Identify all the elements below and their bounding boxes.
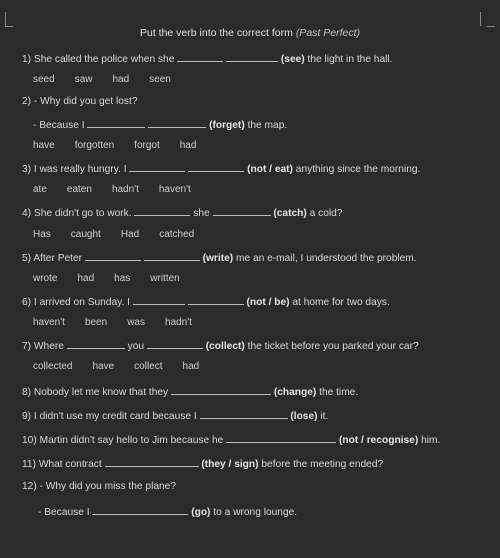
crop-corner-top-left <box>5 12 20 26</box>
question-12 <box>22 481 176 492</box>
q-text: you <box>127 341 145 352</box>
options-6 <box>33 317 212 328</box>
answer-blank[interactable] <box>171 385 271 395</box>
options-2 <box>33 140 216 151</box>
q-text: a cold? <box>309 208 343 219</box>
option[interactable]: collected <box>33 361 73 372</box>
verb-hint: (they / sign) <box>201 459 259 470</box>
q-num: 10) <box>22 435 37 446</box>
q-num: 3) <box>22 164 32 175</box>
q-text: - Because I <box>33 120 85 131</box>
option[interactable]: catched <box>159 229 195 240</box>
verb-hint: (forget) <box>209 120 245 131</box>
answer-blank[interactable] <box>200 409 288 419</box>
q-text: the ticket before you parked your car? <box>247 341 419 352</box>
question-6 <box>22 295 390 308</box>
question-2-answer <box>33 118 287 131</box>
verb-hint: (write) <box>202 253 234 264</box>
worksheet-title <box>0 27 500 39</box>
verb-hint: (see) <box>280 54 305 65</box>
option[interactable]: saw <box>74 74 93 85</box>
answer-blank[interactable] <box>226 52 278 62</box>
question-7 <box>22 339 419 352</box>
verb-hint: (collect) <box>205 341 245 352</box>
option[interactable]: caught <box>70 229 101 240</box>
answer-blank[interactable] <box>177 52 223 62</box>
option[interactable]: hadn't <box>164 317 192 328</box>
option[interactable]: has <box>114 273 131 284</box>
q-text: she <box>193 208 210 219</box>
q-num: 11) <box>22 459 36 470</box>
option[interactable]: forgot <box>134 140 160 151</box>
option[interactable]: had <box>179 140 197 151</box>
question-4 <box>22 206 342 219</box>
question-5 <box>22 251 417 264</box>
options-5 <box>33 273 200 284</box>
question-10 <box>22 433 440 446</box>
q-num: 5) <box>22 253 32 264</box>
title-note: (Past Perfect) <box>295 27 360 39</box>
q-text: before the meeting ended? <box>261 459 384 470</box>
q-text: I didn't use my credit card because I <box>33 411 197 422</box>
option[interactable]: Had <box>120 229 140 240</box>
q-text: She didn't go to work. <box>33 208 132 219</box>
option[interactable]: had <box>77 273 95 284</box>
question-2 <box>22 96 138 107</box>
q-num: 4) <box>22 208 32 219</box>
question-12-answer <box>38 505 297 518</box>
q-text: 2) - Why did you get lost? <box>22 96 138 107</box>
option[interactable]: seen <box>149 74 171 85</box>
q-text: the time. <box>319 387 359 398</box>
question-9 <box>22 409 328 422</box>
answer-blank[interactable] <box>134 206 190 216</box>
options-1 <box>33 74 191 85</box>
options-4 <box>33 229 214 240</box>
answer-blank[interactable] <box>147 339 203 349</box>
q-text: After Peter <box>33 253 83 264</box>
q-num: 7) <box>22 341 32 352</box>
verb-hint: (change) <box>273 387 317 398</box>
q-text: What contract <box>38 459 102 470</box>
question-1 <box>22 52 393 65</box>
q-num: 8) <box>22 387 32 398</box>
verb-hint: (lose) <box>290 411 318 422</box>
answer-blank[interactable] <box>148 118 206 128</box>
option[interactable]: haven't <box>33 317 65 328</box>
answer-blank[interactable] <box>144 251 200 261</box>
option[interactable]: been <box>84 317 108 328</box>
answer-blank[interactable] <box>67 339 125 349</box>
q-text: She called the police when she <box>33 54 175 65</box>
option[interactable]: eaten <box>66 184 92 195</box>
q-text: anything since the morning. <box>295 164 421 175</box>
answer-blank[interactable] <box>188 295 244 305</box>
option[interactable]: seed <box>33 74 55 85</box>
q-text: I arrived on Sunday. I <box>33 297 130 308</box>
answer-blank[interactable] <box>87 118 145 128</box>
crop-corner-top-right <box>480 12 495 26</box>
option[interactable]: hadn't <box>111 184 139 195</box>
answer-blank[interactable] <box>105 457 199 467</box>
q-text: at home for two days. <box>292 297 390 308</box>
q-text: - Because I <box>38 507 90 518</box>
option[interactable]: had <box>112 74 130 85</box>
answer-blank[interactable] <box>92 505 188 515</box>
verb-hint: (go) <box>191 507 211 518</box>
option[interactable]: wrote <box>33 273 58 284</box>
verb-hint: (not / eat) <box>247 164 293 175</box>
q-text: it. <box>320 411 329 422</box>
option[interactable]: was <box>127 317 145 328</box>
verb-hint: (not / recognise) <box>338 435 419 446</box>
q-text: the light in the hall. <box>307 54 393 65</box>
title-text: Put the verb into the correct form <box>139 27 293 39</box>
option[interactable]: collect <box>134 361 163 372</box>
q-text: Martin didn't say hello to Jim because he <box>39 435 224 446</box>
question-3 <box>22 162 420 175</box>
q-text: Nobody let me know that they <box>33 387 169 398</box>
options-3 <box>33 184 211 195</box>
answer-blank[interactable] <box>226 433 336 443</box>
option[interactable]: have <box>92 361 115 372</box>
q-text: Where <box>33 341 64 352</box>
question-8 <box>22 385 358 398</box>
answer-blank[interactable] <box>85 251 141 261</box>
answer-blank[interactable] <box>188 162 244 172</box>
q-num: 9) <box>22 411 32 422</box>
option[interactable]: haven't <box>158 184 191 195</box>
options-7 <box>33 361 219 372</box>
option[interactable]: written <box>150 273 180 284</box>
q-num: 6) <box>22 297 32 308</box>
answer-blank[interactable] <box>129 162 185 172</box>
option[interactable]: have <box>33 140 55 151</box>
option[interactable]: had <box>182 361 200 372</box>
option[interactable]: Has <box>33 229 51 240</box>
q-text: to a wrong lounge. <box>213 507 298 518</box>
verb-hint: (catch) <box>273 208 307 219</box>
option[interactable]: forgotten <box>74 140 115 151</box>
answer-blank[interactable] <box>133 295 185 305</box>
verb-hint: (not / be) <box>246 297 290 308</box>
answer-blank[interactable] <box>213 206 271 216</box>
option[interactable]: ate <box>33 184 47 195</box>
q-text: 12) - Why did you miss the plane? <box>22 481 177 492</box>
q-text: I was really hungry. I <box>33 164 127 175</box>
q-text: me an e-mail, I understood the problem. <box>235 253 417 264</box>
q-num: 1) <box>22 54 32 65</box>
question-11 <box>22 457 383 470</box>
q-text: him. <box>421 435 441 446</box>
q-text: the map. <box>247 120 288 131</box>
